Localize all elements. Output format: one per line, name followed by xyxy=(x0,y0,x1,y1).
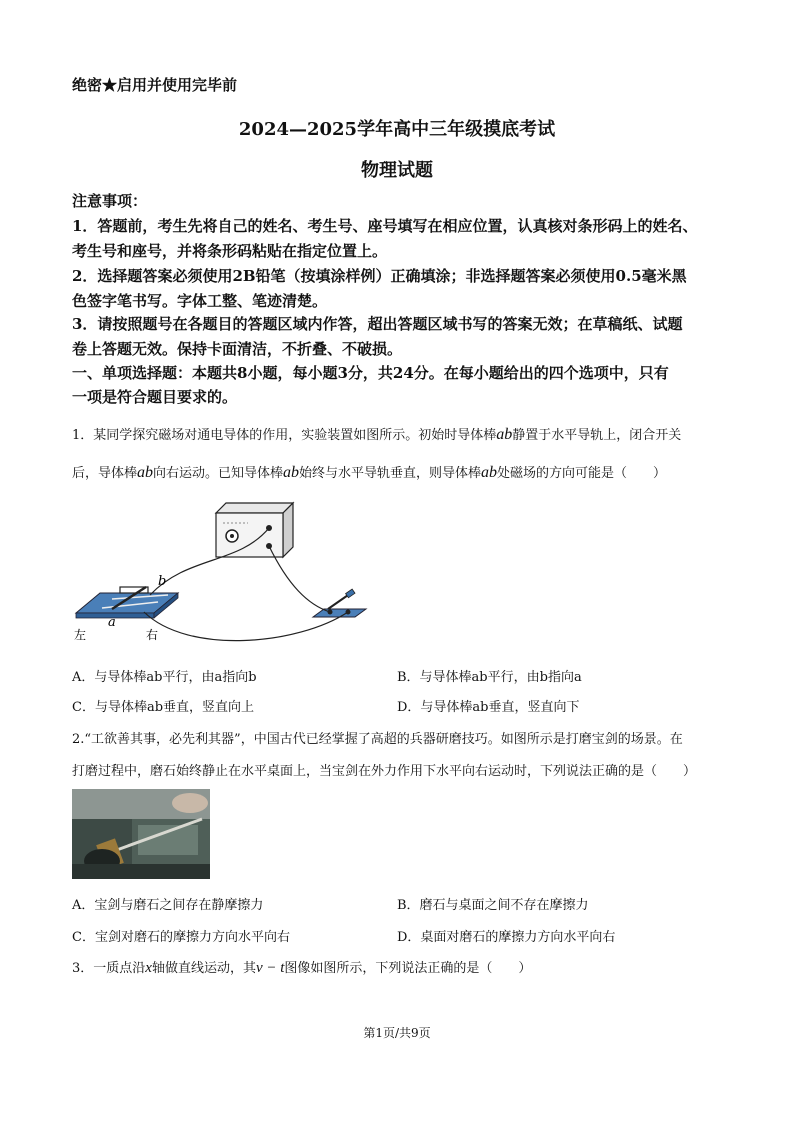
q2-option-d[interactable]: D．桌面对磨石的摩擦力方向水平向右 xyxy=(397,930,616,945)
figure-label-a: a xyxy=(108,615,116,630)
confidential-mark: 绝密★启用并使用完毕前 xyxy=(72,76,238,94)
note-1-line-1: 1．答题前，考生先将自己的姓名、考生号、座号填写在相应位置，认真核对条形码上的姓名、 xyxy=(72,217,698,235)
power-supply-icon xyxy=(216,503,293,557)
note-2-line-1: 2．选择题答案必须使用2B铅笔（按填涂样例）正确填涂；非选择题答案必须使用0.5毫米黑 xyxy=(72,267,687,285)
q1-stem-line-2: 后，导体棒ab向右运动。已知导体棒ab始终与水平导轨垂直，则导体棒ab处磁场的方向可能是（ ） xyxy=(72,464,667,481)
note-3-line-2: 卷上答题无效。保持卡面清洁，不折叠、不破损。 xyxy=(72,340,403,358)
exam-title: 2024—2025学年高中三年级摸底考试 xyxy=(238,119,556,140)
section-1-line-2: 一项是符合题目要求的。 xyxy=(72,388,238,406)
switch-icon xyxy=(313,589,366,617)
subject-title: 物理试题 xyxy=(361,160,433,181)
q1-circuit-figure xyxy=(68,495,368,645)
figure-label-right: 右 xyxy=(146,628,159,642)
q2-option-c[interactable]: C．宝剑对磨石的摩擦力方向水平向右 xyxy=(72,930,290,945)
note-1-line-2: 考生号和座号，并将条形码粘贴在指定位置上。 xyxy=(72,242,388,260)
q1-option-c[interactable]: C．与导体棒ab垂直，竖直向上 xyxy=(72,700,255,715)
q1-stem-line-1: 1．某同学探究磁场对通电导体的作用，实验装置如图所示。初始时导体棒ab静置于水平导轨上，闭合开关 xyxy=(72,426,682,443)
q2-option-b[interactable]: B．磨石与桌面之间不存在摩擦力 xyxy=(397,898,589,913)
figure-label-b: b xyxy=(158,574,167,589)
q2-stem-line-2: 打磨过程中，磨石始终静止在水平桌面上，当宝剑在外力作用下水平向右运动时，下列说法正确的是（ ） xyxy=(72,764,697,779)
q1-option-a[interactable]: A．与导体棒ab平行，由a指向b xyxy=(72,670,257,685)
q3-stem: 3．一质点沿x轴做直线运动，其v − t图像如图所示，下列说法正确的是（ ） xyxy=(72,960,532,976)
rail-platform-icon xyxy=(76,587,178,618)
notes-heading: 注意事项： xyxy=(72,192,148,210)
note-3-line-1: 3．请按照题号在各题目的答题区域内作答，超出答题区域书写的答案无效；在草稿纸、试题 xyxy=(72,315,683,333)
page-number: 第1页/共9页 xyxy=(363,1026,431,1040)
section-1-line-1: 一、单项选择题：本题共8小题，每小题3分，共24分。在每小题给出的四个选项中，只有 xyxy=(72,364,669,382)
q1-option-b[interactable]: B．与导体棒ab平行，由b指向a xyxy=(397,670,582,685)
q2-sword-grinding-photo xyxy=(72,789,210,879)
figure-label-left: 左 xyxy=(74,628,87,642)
q1-option-d[interactable]: D．与导体棒ab垂直，竖直向下 xyxy=(397,700,580,715)
note-2-line-2: 色签字笔书写。字体工整、笔迹清楚。 xyxy=(72,292,328,310)
q2-stem-line-1: 2.“工欲善其事，必先利其器”，中国古代已经掌握了高超的兵器研磨技巧。如图所示是打磨宝剑的场景。在 xyxy=(72,732,683,747)
q2-option-a[interactable]: A．宝剑与磨石之间存在静摩擦力 xyxy=(72,898,264,913)
